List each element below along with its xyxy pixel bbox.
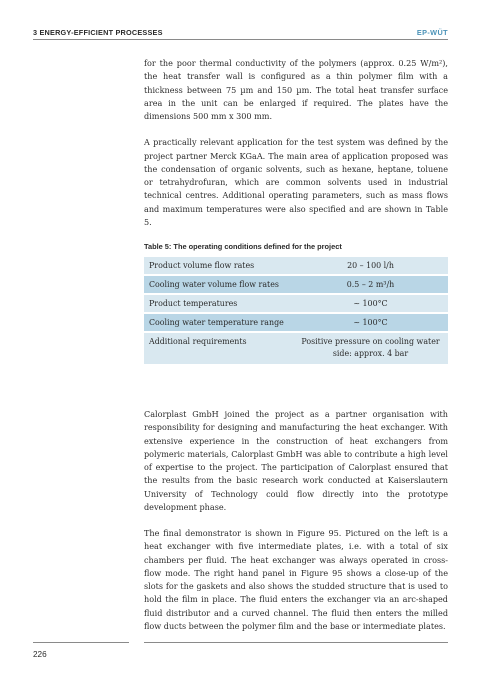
row-value: 20 – 100 l/h xyxy=(293,257,448,276)
table-row xyxy=(144,314,448,333)
paragraph-polymer-film: for the poor thermal conductivity of the polymers (approx. 0.25 W/m²), the heat transfer wall is configured as a thin polymer film with a thickness between 75 µm and 150 µm. The total heat transfer surface area in the unit can be enlarged if required. The plates have the dimensions 500 mm x 300 mm. xyxy=(144,58,448,121)
operating-conditions-table xyxy=(144,257,448,366)
table-caption: Table 5: The operating conditions defined for the project xyxy=(144,242,342,251)
row-value: Positive pressure on cooling water side: approx. 4 bar xyxy=(293,333,448,366)
row-value: ~ 100°C xyxy=(293,314,448,333)
paragraph-calorplast: Calorplast GmbH joined the project as a partner organisation with responsibility for designing and manufacturing the heat exchanger. With extensive experience in the construction of heat exchangers from polymeric materials, Calorplast GmbH was able to contribute a high level of expertise to the project. The participation of Calorplast ensured that the results from the basic research work conducted at Kaiserslautern University of Technology could flow directly into the prototype development phase. xyxy=(144,409,448,512)
header-divider xyxy=(33,39,448,40)
body-text-column xyxy=(144,57,448,633)
row-label: Additional requirements xyxy=(144,333,293,366)
table-row xyxy=(144,295,448,314)
table-row xyxy=(144,257,448,276)
table-row xyxy=(144,333,448,366)
row-label: Cooling water temperature range xyxy=(144,314,293,333)
running-header-chapter: 3 ENERGY-EFFICIENT PROCESSES xyxy=(33,28,163,37)
footer-divider-left xyxy=(33,642,129,643)
paragraph-demonstrator: The final demonstrator is shown in Figure 95. Pictured on the left is a heat exchanger with five intermediate plates, i.e. with a total of six chambers per fluid. The heat exchanger was always operated in cross-flow mode. The right hand panel in Figure 95 shows a close-up of the slots for the gaskets and also shows the studded structure that is used to hold the film in place. The fluid enters the exchanger via an arc-shaped fluid distributor and a curved channel. The fluid then enters the milled flow ducts between the polymer film and the base or intermediate plates. xyxy=(144,528,448,631)
table-row xyxy=(144,276,448,295)
page-number: 226 xyxy=(33,650,47,659)
footer-divider-right xyxy=(144,642,448,643)
paragraph-application: A practically relevant application for the test system was defined by the project partner Merck KGaA. The main area of application proposed was the condensation of organic solvents, such as hexane, heptane, toluene or tetrahydrofuran, which are common solvents used in industrial technical centres. Additional operating parameters, such as mass flows and maximum temperatures were also specified and are shown in Table 5. xyxy=(144,137,448,227)
row-value: 0.5 – 2 m³/h xyxy=(293,276,448,295)
row-value: ~ 100°C xyxy=(293,295,448,314)
row-label: Cooling water volume flow rates xyxy=(144,276,293,295)
running-header-project: EP-WÜT xyxy=(416,28,448,37)
row-label: Product temperatures xyxy=(144,295,293,314)
row-label: Product volume flow rates xyxy=(144,257,293,276)
